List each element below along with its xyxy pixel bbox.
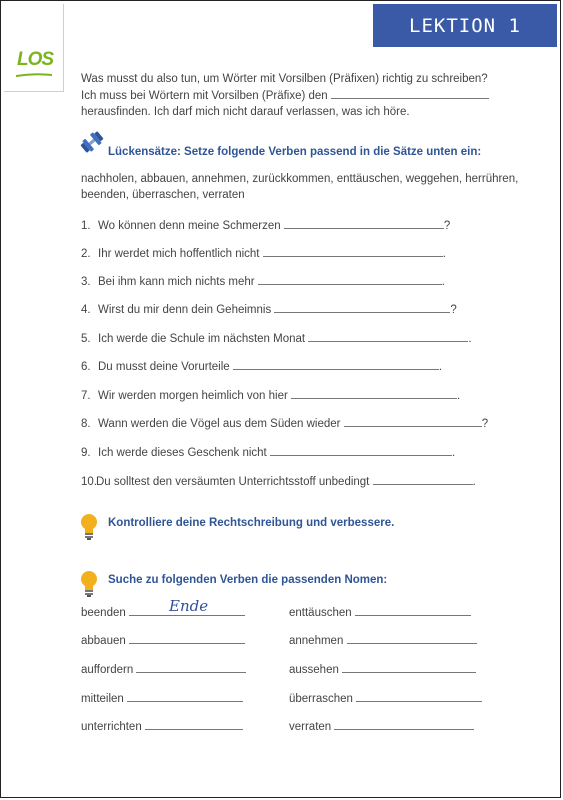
noun-blank[interactable]	[136, 661, 246, 673]
noun-pair-left-4: mitteilen	[81, 690, 243, 705]
intro-line-2: Ich muss bei Wörtern mit Vorsilben (Präfixe) den	[81, 87, 531, 104]
noun-pair-right-2: annehmen	[289, 632, 477, 647]
answer-blank[interactable]	[263, 245, 443, 257]
noun-pair-right-4: überraschen	[289, 690, 482, 705]
noun-pair-left-1: beenden	[81, 604, 245, 619]
lesson-banner	[373, 4, 557, 47]
noun-blank[interactable]	[342, 661, 476, 673]
lesson-title: LEKTION 1	[409, 14, 521, 37]
sentence-10: 10.Du solltest den versäumten Unterrichtsstoff unbedingt .	[81, 473, 476, 488]
exercise-2-heading: Kontrolliere deine Rechtschreibung und verbessere.	[108, 517, 395, 529]
noun-blank[interactable]	[356, 690, 482, 702]
answer-blank[interactable]	[373, 473, 473, 485]
sentence-6: 6. Du musst deine Vorurteile .	[81, 358, 442, 373]
sentence-8: 8. Wann werden die Vögel aus dem Süden wieder ?	[81, 415, 488, 430]
sentence-9: 9. Ich werde dieses Geschenk nicht .	[81, 444, 455, 459]
noun-pair-right-3: aussehen	[289, 661, 476, 676]
intro-blank[interactable]	[331, 87, 489, 99]
answer-blank[interactable]	[274, 301, 450, 313]
answer-blank[interactable]	[344, 415, 482, 427]
noun-blank[interactable]	[355, 604, 471, 616]
sentence-2: 2. Ihr werdet mich hoffentlich nicht .	[81, 245, 446, 260]
noun-pair-right-5: verraten	[289, 718, 474, 733]
intro-text	[81, 71, 531, 120]
lightbulb-icon	[79, 513, 99, 541]
sentence-4: 4. Wirst du mir denn dein Geheimnis ?	[81, 301, 457, 316]
answer-blank[interactable]	[258, 273, 442, 285]
noun-pair-left-3: auffordern	[81, 661, 246, 676]
logo-swoosh-icon	[16, 72, 52, 77]
noun-blank[interactable]	[129, 604, 245, 616]
sentence-3: 3. Bei ihm kann mich nichts mehr .	[81, 273, 445, 288]
noun-blank[interactable]	[334, 718, 474, 730]
noun-blank[interactable]	[145, 718, 243, 730]
intro-line-3: herausfinden. Ich darf mich nicht darauf verlassen, was ich höre.	[81, 106, 410, 118]
lightbulb-icon	[79, 570, 99, 598]
answer-blank[interactable]	[308, 330, 468, 342]
dumbbell-icon	[79, 129, 105, 155]
logo-area	[4, 4, 64, 92]
sentence-1: 1. Wo können denn meine Schmerzen ?	[81, 217, 450, 232]
los-logo: LOS	[17, 49, 54, 70]
sentence-5: 5. Ich werde die Schule im nächsten Monat .	[81, 330, 472, 345]
noun-blank[interactable]	[347, 632, 477, 644]
noun-pair-left-2: abbauen	[81, 632, 245, 647]
noun-pair-right-1: enttäuschen	[289, 604, 471, 619]
exercise-1-heading: Lückensätze: Setze folgende Verben passend in die Sätze unten ein:	[108, 146, 482, 158]
exercise-3-heading: Suche zu folgenden Verben die passenden Nomen:	[108, 574, 388, 586]
verb-list: nachholen, abbauen, annehmen, zurückkommen, enttäuschen, weggehen, herrühren, beenden, überraschen, verraten	[81, 173, 519, 201]
answer-blank[interactable]	[233, 358, 439, 370]
answer-blank[interactable]	[284, 217, 444, 229]
noun-blank[interactable]	[127, 690, 243, 702]
handwritten-answer: Ende	[169, 597, 209, 615]
intro-line-1: Was musst du also tun, um Wörter mit Vorsilben (Präfixen) richtig zu schreiben?	[81, 73, 488, 85]
answer-blank[interactable]	[291, 387, 457, 399]
sentence-7: 7. Wir werden morgen heimlich von hier .	[81, 387, 460, 402]
answer-blank[interactable]	[270, 444, 452, 456]
noun-blank[interactable]	[129, 632, 245, 644]
noun-pair-left-5: unterrichten	[81, 718, 243, 733]
